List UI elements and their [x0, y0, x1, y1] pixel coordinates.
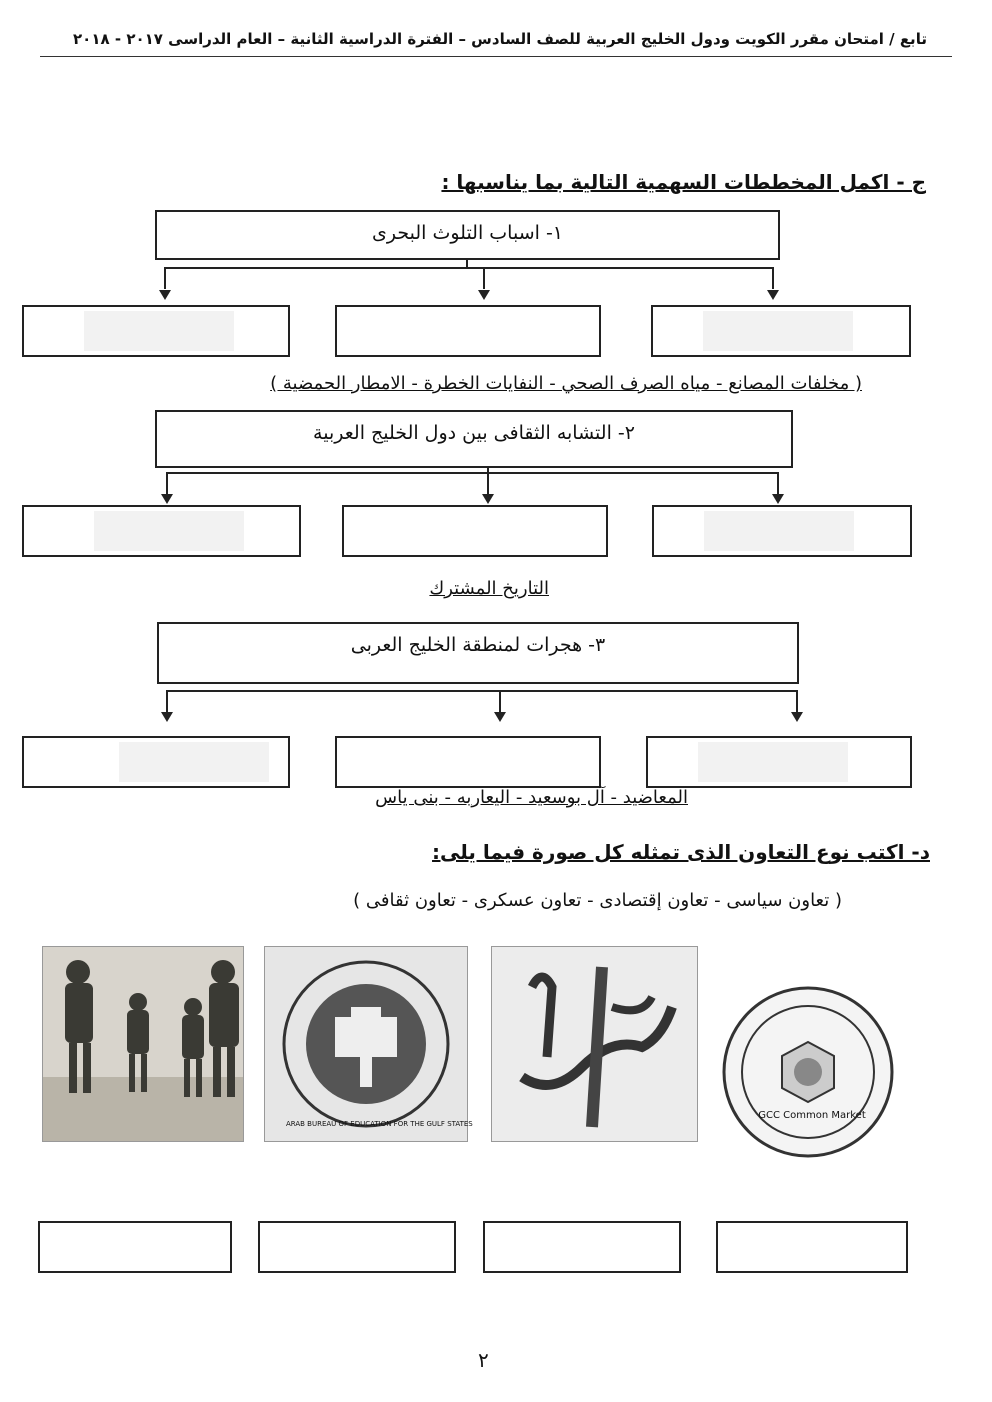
- diagram-2-answers: التاريخ المشترك: [429, 578, 549, 599]
- answer-box-2-left[interactable]: [22, 505, 301, 557]
- diagram-3-root-box: [157, 622, 799, 684]
- header-divider: [40, 56, 952, 57]
- diagram-3-answers: المعاضيد - آل بوسعيد - اليعاربه - بنى ياس: [375, 787, 688, 808]
- answer-box-1-right[interactable]: [651, 305, 911, 357]
- diagram-1-label: ١- اسباب التلوث البحرى: [372, 222, 564, 244]
- arrow-down-icon: [478, 290, 490, 300]
- section-d-title: د- اكتب نوع التعاون الذى تمثله كل صورة فيما يلى:: [432, 840, 930, 864]
- arrow-down-icon: [772, 494, 784, 504]
- arrow-down-icon: [482, 494, 494, 504]
- connector: [164, 267, 166, 289]
- diagram-2-label: ٢- التشابه الثقافى بين دول الخليج العربية: [313, 422, 635, 444]
- connector: [796, 690, 798, 712]
- connector: [772, 267, 774, 289]
- answer-box-1-left[interactable]: [22, 305, 290, 357]
- arab-bureau-of-education-logo: [264, 946, 473, 1142]
- connector: [777, 472, 779, 494]
- diagram-2-root-box: [155, 410, 793, 468]
- connector: [166, 690, 798, 692]
- diagram-3-label: ٣- هجرات لمنطقة الخليج العربى: [350, 634, 606, 656]
- section-c-title: ج - اكمل المخططات السهمية التالية بما يناسبها :: [441, 170, 926, 194]
- connector: [499, 690, 501, 712]
- image-answer-box-3[interactable]: [483, 1221, 681, 1273]
- answer-box-3-right[interactable]: [646, 736, 912, 788]
- answer-box-3-left[interactable]: [22, 736, 290, 788]
- arrow-down-icon: [494, 712, 506, 722]
- arrow-down-icon: [161, 712, 173, 722]
- page-header: تابع / امتحان مقرر الكويت ودول الخليج العربية للصف السادس – الفترة الدراسية الثانية – العام الدراسى ٢٠١٧ - ٢٠١٨: [73, 30, 927, 48]
- gcc-caption: GCC Common Market: [758, 1110, 866, 1121]
- connector: [166, 472, 168, 494]
- diagram-1-root-box: [155, 210, 780, 260]
- connector: [164, 267, 774, 269]
- diagram-1-answers: ( مخلفات المصانع - مياه الصرف الصحي - النفايات الخطرة - الامطار الحمضية ): [270, 373, 862, 394]
- answer-box-3-middle[interactable]: [335, 736, 601, 788]
- image-answer-box-4[interactable]: [716, 1221, 908, 1273]
- gcc-common-market-logo: [720, 984, 896, 1160]
- palestine-calligraphy: [491, 946, 698, 1142]
- connector: [166, 472, 778, 474]
- answer-box-2-right[interactable]: [652, 505, 912, 557]
- image-answer-box-1[interactable]: [38, 1221, 232, 1273]
- soldiers-photo: [42, 946, 244, 1142]
- image-answer-box-2[interactable]: [258, 1221, 456, 1273]
- connector: [166, 690, 168, 712]
- connector: [483, 267, 485, 289]
- answer-box-1-middle[interactable]: [335, 305, 601, 357]
- arrow-down-icon: [767, 290, 779, 300]
- arrow-down-icon: [159, 290, 171, 300]
- answer-box-2-middle[interactable]: [342, 505, 608, 557]
- section-d-options: ( تعاون سياسى - تعاون إقتصادى - تعاون عسكرى - تعاون ثقافى ): [353, 890, 842, 911]
- arab-bureau-caption: ARAB BUREAU OF EDUCATION FOR THE GULF STATES: [286, 1120, 473, 1128]
- arrow-down-icon: [161, 494, 173, 504]
- connector: [487, 468, 489, 494]
- page-number: ٢: [478, 1348, 489, 1372]
- arrow-down-icon: [791, 712, 803, 722]
